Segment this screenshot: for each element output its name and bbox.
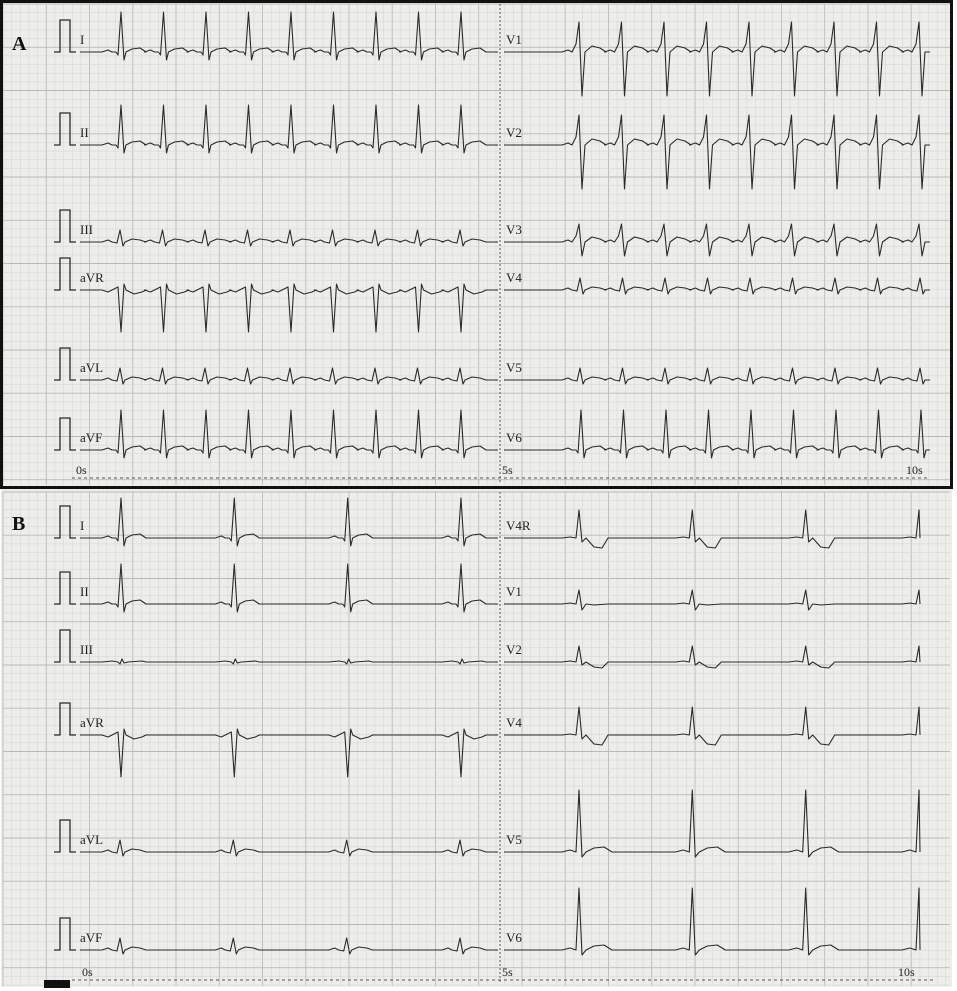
lead-label-v4r: V4R [506, 518, 531, 533]
lead-label-ii: II [80, 584, 89, 599]
lead-label-v2: V2 [506, 125, 522, 140]
lead-label-i: I [80, 32, 85, 47]
lead-label-v1: V1 [506, 584, 522, 599]
lead-label-avf: aVF [80, 930, 103, 945]
lead-label-v1: V1 [506, 32, 522, 47]
lead-label-iii: III [80, 642, 93, 657]
lead-label-v4: V4 [506, 715, 522, 730]
panel-b-letter: B [12, 513, 26, 535]
lead-label-i: I [80, 518, 85, 533]
panel-b-time-mid: 5s [502, 965, 513, 979]
lead-label-ii: II [80, 125, 89, 140]
lead-label-avf: aVF [80, 430, 103, 445]
panel-a [1, 1, 952, 488]
lead-label-v5: V5 [506, 360, 522, 375]
lead-label-v6: V6 [506, 930, 522, 945]
lead-label-avr: aVR [80, 715, 104, 730]
panel-b-time-start: 0s [82, 965, 93, 979]
panel-b-corner-mark [44, 980, 70, 988]
panel-a-time-start: 0s [76, 463, 87, 477]
lead-label-v4: V4 [506, 270, 522, 285]
panel-a-paper [1, 1, 952, 487]
lead-label-avl: aVL [80, 360, 104, 375]
panel-a-letter: A [12, 33, 27, 55]
lead-label-v6: V6 [506, 430, 522, 445]
panel-b [1, 489, 952, 988]
panel-a-time-end: 10s [906, 463, 923, 477]
lead-label-v2: V2 [506, 642, 522, 657]
lead-label-avr: aVR [80, 270, 104, 285]
lead-label-iii: III [80, 222, 93, 237]
panel-a-time-mid: 5s [502, 463, 513, 477]
lead-label-avl: aVL [80, 832, 104, 847]
panel-b-time-end: 10s [898, 965, 915, 979]
lead-label-v5: V5 [506, 832, 522, 847]
lead-label-v3: V3 [506, 222, 522, 237]
